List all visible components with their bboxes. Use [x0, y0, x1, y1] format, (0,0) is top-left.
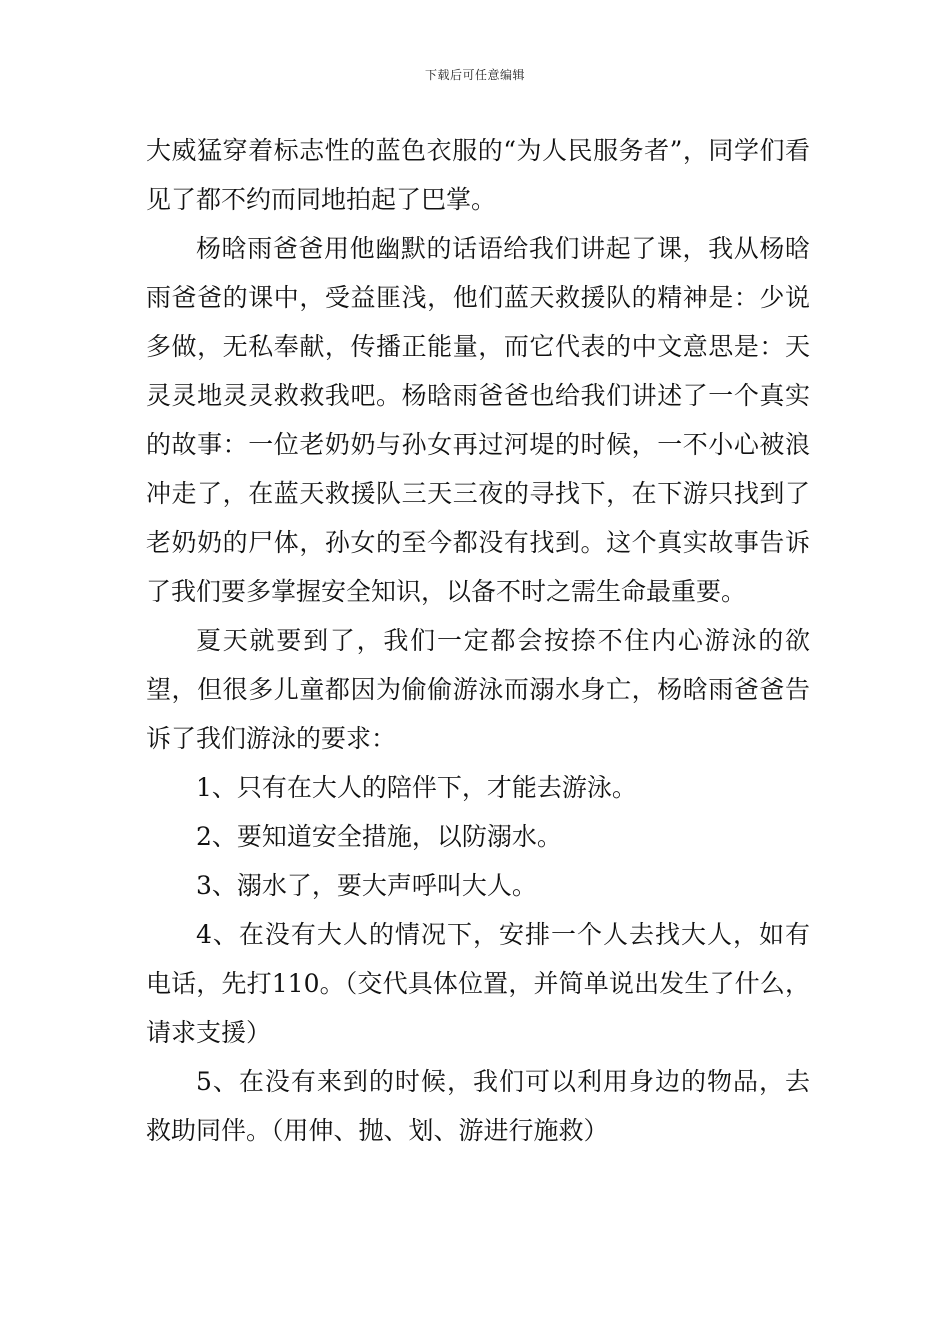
- header-note: 下载后可任意编辑: [424, 68, 525, 82]
- list-item-1: 1、只有在大人的陪伴下，才能去游泳。: [196, 773, 637, 802]
- list-item-5: 5、在没有来到的时候，我们可以利用身边的物品，去救助同伴。（用伸、抛、划、游进行施救）: [146, 1067, 810, 1145]
- paragraph-3: 夏天就要到了，我们一定都会按捺不住内心游泳的欲望，但很多儿童都因为偷偷游泳而溺水身亡，杨晗雨爸爸告诉了我们游泳的要求：: [146, 626, 810, 753]
- paragraph-2: 杨晗雨爸爸用他幽默的话语给我们讲起了课，我从杨晗雨爸爸的课中，受益匪浅，他们蓝天救援队的精神是：少说多做，无私奉献，传播正能量，而它代表的中文意思是：天灵灵地灵灵救救我吧。杨晗雨爸爸也给我们讲述了一个真实的故事：一位老奶奶与孙女再过河堤的时候，一不小心被浪冲走了，在蓝天救援队三天三夜的寻找下，在下游只找到了老奶奶的尸体，孙女的至今都没有找到。这个真实故事告诉了我们要多掌握安全知识，以备不时之需生命最重要。: [146, 234, 810, 606]
- list-item-4: 4、在没有大人的情况下，安排一个人去找大人，如有电话，先打110。（交代具体位置，并简单说出发生了什么，请求支援）: [146, 920, 810, 1047]
- list-item-3: 3、溺水了，要大声呼叫大人。: [196, 871, 537, 900]
- list-item-2: 2、要知道安全措施，以防溺水。: [196, 822, 562, 851]
- body-text: [146, 126, 810, 1155]
- paragraph-1: 大威猛穿着标志性的蓝色衣服的“为人民服务者”，同学们看见了都不约而同地拍起了巴掌。: [146, 136, 810, 214]
